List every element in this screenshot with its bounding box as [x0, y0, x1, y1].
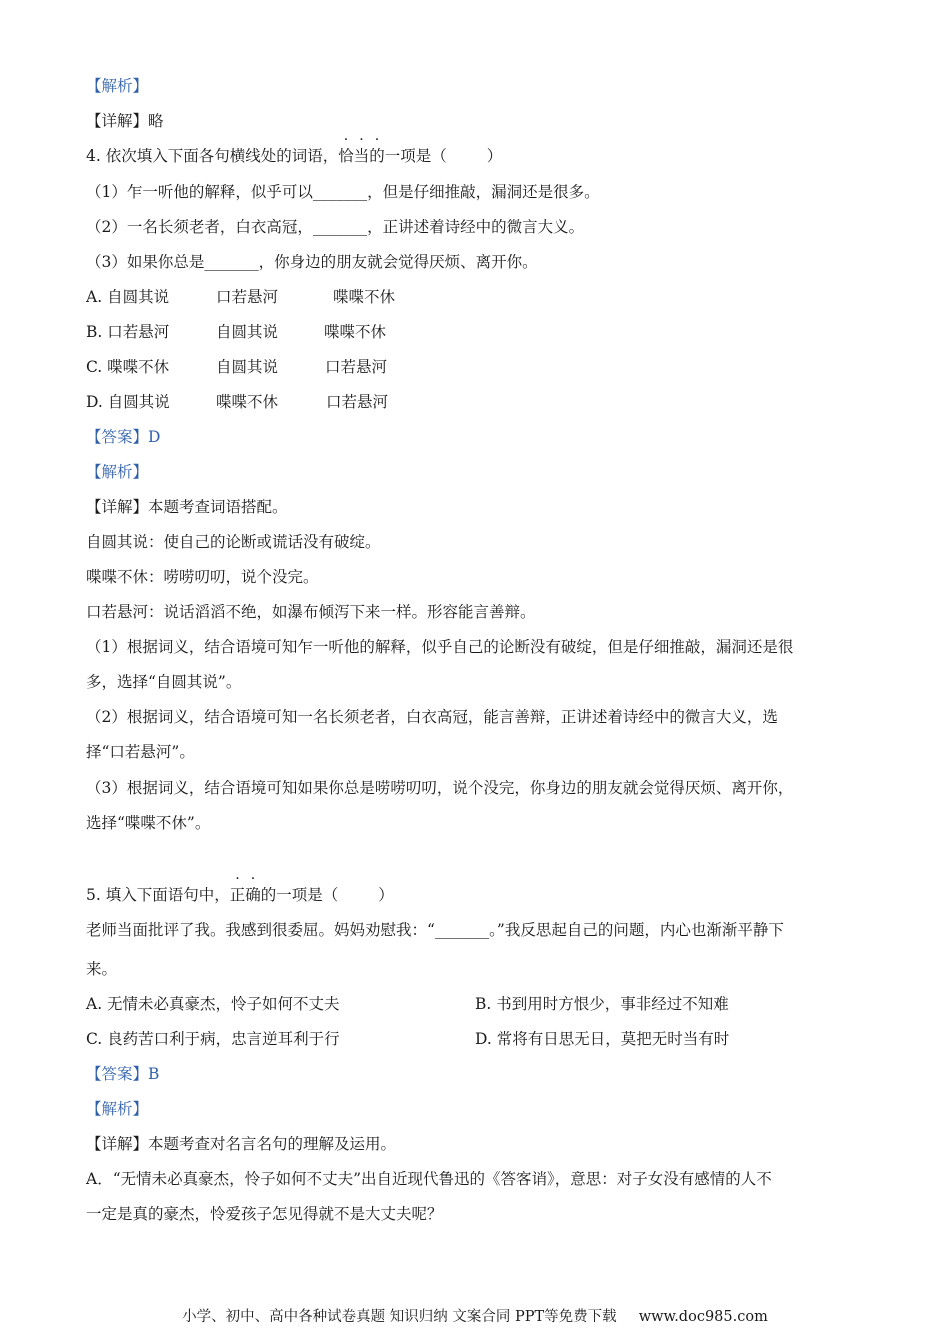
q4-exp-3b: 选择“喋喋不休”。 [86, 814, 211, 832]
analysis-tag: 【解析】 [86, 77, 149, 95]
q4-analysis-tag: 【解析】 [86, 463, 149, 481]
q4-emphasis-char: 的 [369, 147, 385, 165]
footer-text: 小学、初中、高中各种试卷真题 知识归纳 文案合同 PPT等免费下载 [182, 1309, 617, 1325]
page-footer [0, 1306, 950, 1328]
q4-emphasis-char: 恰 [338, 147, 354, 165]
q4-stem-close: ） [486, 147, 503, 165]
detail-tag: 【详解】 [86, 112, 149, 130]
q4-exp-1b: 多，选择“自圆其说”。 [86, 673, 242, 691]
q5-options-row-2 [86, 1028, 730, 1050]
blank: _______ [204, 253, 259, 271]
q4-exp-3a: （3）根据词义，结合语境可知如果你总是唠唠叨叨，说个没完，你身边的朋友就会觉得厌烦、离开你， [86, 779, 794, 797]
q5-exp-a2: 一定是真的豪杰，怜爱孩子怎见得就不是大丈夫呢？ [86, 1205, 443, 1223]
q4-def-3: 口若悬河：说话滔滔不绝，如瀑布倾泻下来一样。形容能言善辩。 [86, 603, 536, 621]
blank: _______ [312, 183, 368, 201]
q4-detail: 【详解】本题考查词语搭配。 [86, 498, 288, 516]
q5-stem: 5. 填入下面语句中，正确的一项是（ ） [86, 886, 394, 904]
blank: _______ [312, 218, 368, 236]
q5-answer: 【答案】B [86, 1065, 160, 1083]
q5-exp-a1: A．“无情未必真豪杰，怜子如何不丈夫”出自近现代鲁迅的《答客诮》，意思：对子女没有感情的人不 [86, 1170, 772, 1188]
detail-line [86, 110, 164, 132]
q5-options-row-1 [86, 993, 729, 1015]
q5-emphasis-char: 确 [245, 886, 261, 904]
answer-value: B [148, 1065, 160, 1083]
q5-detail: 【详解】本题考查对名言名句的理解及运用。 [86, 1135, 397, 1153]
q4-exp-1a: （1）根据词义，结合语境可知乍一听他的解释，似乎自己的论断没有破绽，但是仔细推敲，漏洞还是很 [86, 638, 794, 656]
q4-exp-2b: 择“口若悬河”。 [86, 743, 195, 761]
q4-sentence-2: （2）一名长须老者，白衣高冠，_______，正讲述着诗经中的微言大义。 [86, 218, 585, 236]
q4-option-c: C. 喋喋不休 自圆其说 口若悬河 [86, 358, 388, 376]
q4-sentence-3: （3）如果你总是_______，你身边的朋友就会觉得厌烦、离开你。 [86, 253, 538, 271]
q5-emphasis-char: 正 [229, 886, 246, 904]
q4-sentence-1: （1）乍一听他的解释，似乎可以_______，但是仔细推敲，漏洞还是很多。 [86, 183, 600, 201]
q4-emphasis-char: 当 [353, 147, 370, 165]
q4-def-2: 喋喋不休：唠唠叨叨，说个没完。 [86, 568, 319, 586]
q5-option-b: B. 书到用时方恨少，事非经过不知难 [475, 995, 729, 1013]
footer-link[interactable]: www.doc985.com [638, 1309, 768, 1325]
q4-stem [86, 145, 502, 167]
answer-value: D [148, 428, 161, 446]
q4-answer: 【答案】D [86, 428, 161, 446]
q5-option-a: A. 无情未必真豪杰，怜子如何不丈夫 [86, 995, 340, 1013]
q4-stem-pre: 4. 依次填入下面各句横线处的词语， [86, 147, 339, 165]
q4-option-a: A. 自圆其说 口若悬河 喋喋不休 [86, 288, 396, 306]
q4-option-d: D. 自圆其说 喋喋不休 口若悬河 [86, 393, 389, 411]
q5-context-a: 老师当面批评了我。我感到很委屈。妈妈劝慰我：“_______。”我反思起自己的问题，内心也渐渐平静下 [86, 921, 784, 939]
q4-exp-2a: （2）根据词义，结合语境可知一名长须老者，白衣高冠，能言善辩，正讲述着诗经中的微言大义，选 [86, 708, 778, 726]
q5-option-c: C. 良药苦口利于病，忠言逆耳利于行 [86, 1030, 340, 1048]
q4-def-1: 自圆其说：使自己的论断或谎话没有破绽。 [86, 533, 381, 551]
q4-stem-post: 一项是（ [384, 147, 447, 165]
q5-option-d: D. 常将有日思无日，莫把无时当有时 [475, 1030, 730, 1048]
q5-analysis-tag: 【解析】 [86, 1100, 149, 1118]
q4-option-b: B. 口若悬河 自圆其说 喋喋不休 [86, 323, 387, 341]
detail-text: 略 [148, 112, 164, 130]
q5-context-b: 来。 [86, 960, 118, 978]
